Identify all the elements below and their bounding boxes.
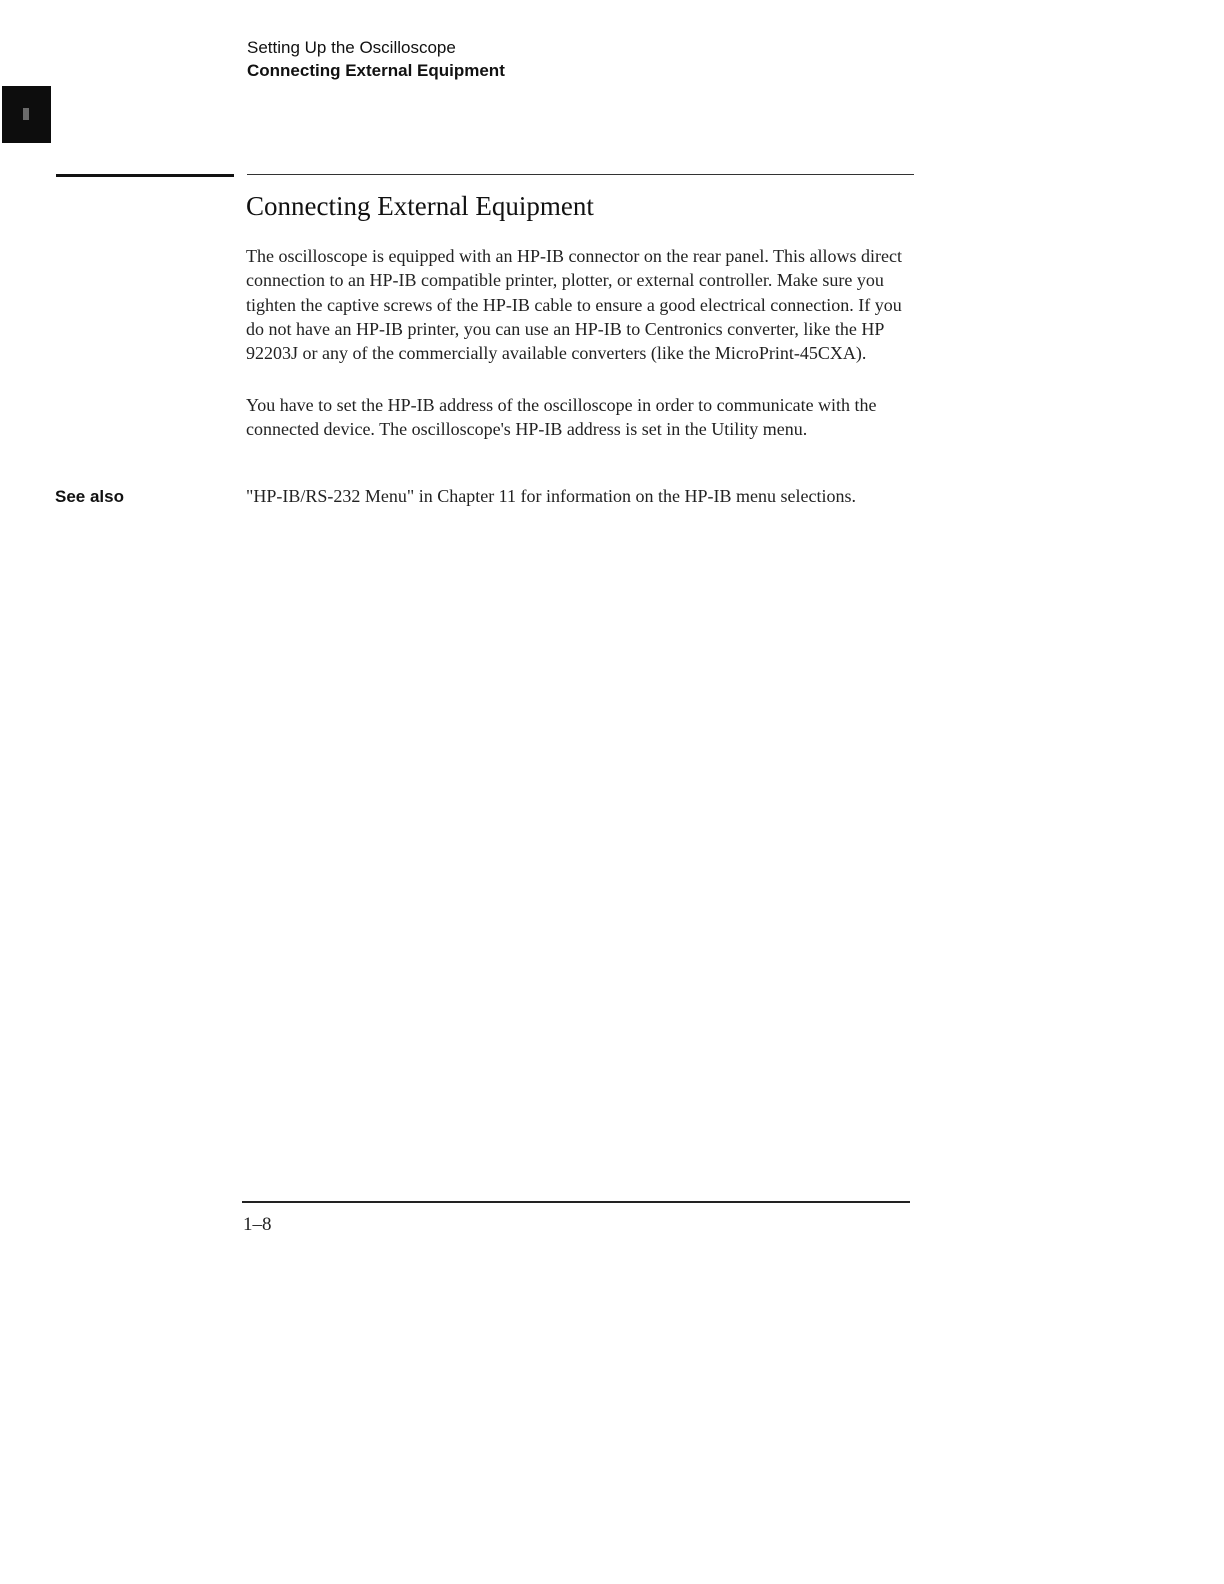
running-head-chapter: Setting Up the Oscilloscope: [247, 38, 456, 57]
body-paragraph: You have to set the HP-IB address of the oscilloscope in order to communicate with the connected device. The oscilloscope's HP-IB address is set in the Utility menu.: [246, 395, 877, 440]
see-also-label: See also: [55, 487, 124, 506]
chapter-tab-mark: [23, 108, 29, 120]
section-rule-right: [247, 174, 914, 175]
section-title: Connecting External Equipment: [246, 191, 594, 221]
running-head: [247, 36, 505, 82]
see-also-text: "HP-IB/RS-232 Menu" in Chapter 11 for information on the HP-IB menu selections.: [246, 486, 856, 506]
page-number: 1–8: [243, 1214, 272, 1235]
body-paragraph: The oscilloscope is equipped with an HP-IB connector on the rear panel. This allows direct connection to an HP-IB compatible printer, plotter, or external controller. Make sure you tighten the captive screws of the HP-IB cable to ensure a good electrical connection. If you do not have an HP-IB printer, you can use an HP-IB to Centronics converter, like the HP 92203J or any of the commercially available converters (like the MicroPrint-45CXA).: [246, 246, 902, 364]
footer-rule: [242, 1201, 910, 1203]
chapter-tab: [2, 86, 51, 143]
section-rule-left: [56, 174, 234, 177]
running-head-section: Connecting External Equipment: [247, 61, 505, 80]
